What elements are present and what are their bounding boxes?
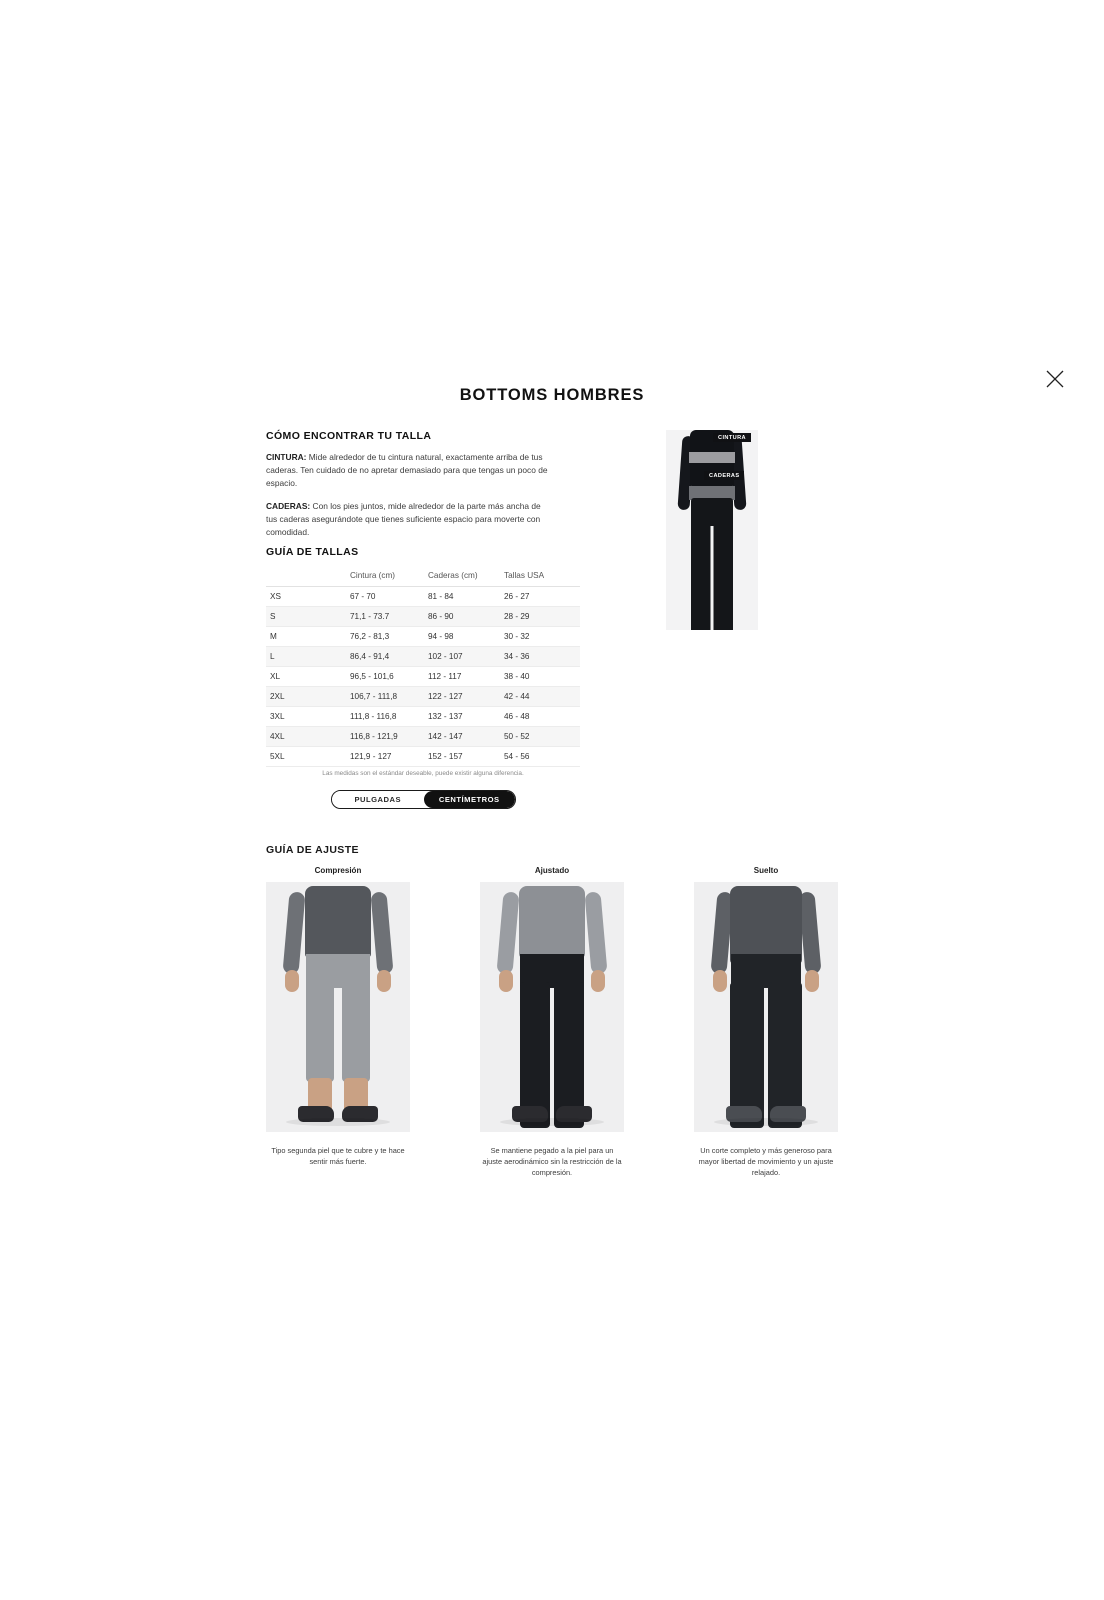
cell-hips: 81 - 84	[424, 587, 500, 607]
cell-hips: 102 - 107	[424, 647, 500, 667]
fit-guide-heading: GUÍA DE AJUSTE	[266, 843, 359, 856]
fit-image-compression	[266, 882, 410, 1132]
fit-card-title: Compresión	[314, 866, 362, 875]
cell-usa: 28 - 29	[500, 607, 580, 627]
hips-label: CADERAS:	[266, 501, 311, 512]
unit-option-centimeters[interactable]: CENTÍMETROS	[424, 791, 516, 808]
fit-card-title: Suelto	[753, 866, 779, 875]
cell-usa: 26 - 27	[500, 587, 580, 607]
cell-usa: 50 - 52	[500, 727, 580, 747]
waist-instruction	[266, 451, 551, 490]
size-guide-heading: GUÍA DE TALLAS	[266, 546, 359, 558]
cell-waist: 86,4 - 91,4	[346, 647, 424, 667]
fit-card-loose	[694, 866, 838, 1178]
table-row	[266, 667, 580, 687]
cell-size: L	[266, 647, 346, 667]
unit-option-inches[interactable]: PULGADAS	[332, 791, 424, 808]
table-header-row	[266, 566, 580, 587]
cell-waist: 67 - 70	[346, 587, 424, 607]
cell-size: M	[266, 627, 346, 647]
model-right-leg	[342, 982, 370, 1082]
how-to-heading: CÓMO ENCONTRAR TU TALLA	[266, 430, 432, 442]
cell-waist: 121,9 - 127	[346, 747, 424, 767]
cell-hips: 94 - 98	[424, 627, 500, 647]
table-row	[266, 607, 580, 627]
waist-band	[689, 452, 735, 463]
figure-leg-gap	[711, 526, 714, 630]
fit-image-loose	[694, 882, 838, 1132]
cell-size: 4XL	[266, 727, 346, 747]
hips-instruction	[266, 500, 551, 539]
model-top	[305, 886, 371, 958]
fit-image-fitted	[480, 882, 624, 1132]
unit-toggle[interactable]	[331, 790, 516, 809]
cell-size: S	[266, 607, 346, 627]
cell-size: 2XL	[266, 687, 346, 707]
cell-waist: 106,7 - 111,8	[346, 687, 424, 707]
table-row	[266, 727, 580, 747]
model-left-arm	[496, 891, 519, 974]
cell-waist: 71,1 - 73.7	[346, 607, 424, 627]
cell-usa: 34 - 36	[500, 647, 580, 667]
cell-hips: 112 - 117	[424, 667, 500, 687]
size-guide-heading-wrap	[266, 546, 586, 567]
waist-text: Mide alrededor de tu cintura natural, exactamente arriba de tus caderas. Ten cuidado de no apretar demasiado para que tengas un poco de espacio.	[266, 452, 548, 489]
fit-card-title: Ajustado	[534, 866, 570, 875]
model-shadow	[500, 1118, 604, 1126]
table-row	[266, 587, 580, 607]
model-shadow	[286, 1118, 390, 1126]
hips-callout-label: CADERAS	[704, 471, 744, 480]
fit-card-description: Tipo segunda piel que te cubre y te hace sentir más fuerte.	[271, 1146, 405, 1167]
table-row	[266, 627, 580, 647]
fit-guide-row	[266, 866, 838, 1178]
model-left-leg	[306, 982, 334, 1082]
hips-text: Con los pies juntos, mide alrededor de la parte más ancha de tus caderas asegurándote que tienes suficiente espacio para moverte con comodidad.	[266, 501, 541, 538]
cell-hips: 86 - 90	[424, 607, 500, 627]
col-header-size	[266, 566, 346, 587]
fit-card-description: Se mantiene pegado a la piel para un ajuste aerodinámico sin la restricción de la compresión.	[482, 1146, 622, 1178]
cell-hips: 152 - 157	[424, 747, 500, 767]
fit-card-compression	[266, 866, 410, 1178]
cell-usa: 46 - 48	[500, 707, 580, 727]
measurement-figure-body	[683, 430, 741, 630]
cell-waist: 111,8 - 116,8	[346, 707, 424, 727]
model-right-hand	[591, 970, 605, 992]
cell-usa: 30 - 32	[500, 627, 580, 647]
col-header-usa: Tallas USA	[500, 566, 580, 587]
col-header-hips: Caderas (cm)	[424, 566, 500, 587]
model-left-arm	[282, 891, 305, 974]
model-right-arm	[584, 891, 607, 974]
measurement-figure-image	[666, 430, 758, 630]
cell-size: XL	[266, 667, 346, 687]
cell-size: XS	[266, 587, 346, 607]
waist-label: CINTURA:	[266, 452, 307, 462]
table-row	[266, 647, 580, 667]
cell-usa: 54 - 56	[500, 747, 580, 767]
table-row	[266, 747, 580, 767]
model-right-hand	[805, 970, 819, 992]
cell-waist: 116,8 - 121,9	[346, 727, 424, 747]
model-left-hand	[499, 970, 513, 992]
cell-waist: 76,2 - 81,3	[346, 627, 424, 647]
how-to-section	[266, 430, 596, 549]
model-left-hand	[285, 970, 299, 992]
cell-size: 5XL	[266, 747, 346, 767]
cell-waist: 96,5 - 101,6	[346, 667, 424, 687]
size-table-note: Las medidas son el estándar deseable, puede existir alguna diferencia.	[322, 770, 524, 777]
cell-hips: 142 - 147	[424, 727, 500, 747]
cell-usa: 38 - 40	[500, 667, 580, 687]
model-right-hand	[377, 970, 391, 992]
table-row	[266, 687, 580, 707]
cell-size: 3XL	[266, 707, 346, 727]
table-row	[266, 707, 580, 727]
waist-callout-label: CINTURA	[713, 433, 751, 442]
cell-usa: 42 - 44	[500, 687, 580, 707]
model-top	[730, 886, 802, 964]
cell-hips: 132 - 137	[424, 707, 500, 727]
cell-hips: 122 - 127	[424, 687, 500, 707]
size-table	[266, 566, 580, 767]
col-header-waist: Cintura (cm)	[346, 566, 424, 587]
fit-card-description: Un corte completo y más generoso para mayor libertad de movimiento y un ajuste relajado.	[698, 1146, 834, 1178]
model-left-hand	[713, 970, 727, 992]
page-title: BOTTOMS HOMBRES	[459, 386, 645, 404]
fit-card-fitted	[480, 866, 624, 1178]
model-shadow	[714, 1118, 818, 1126]
model-top	[519, 886, 585, 958]
model-right-arm	[370, 891, 393, 974]
